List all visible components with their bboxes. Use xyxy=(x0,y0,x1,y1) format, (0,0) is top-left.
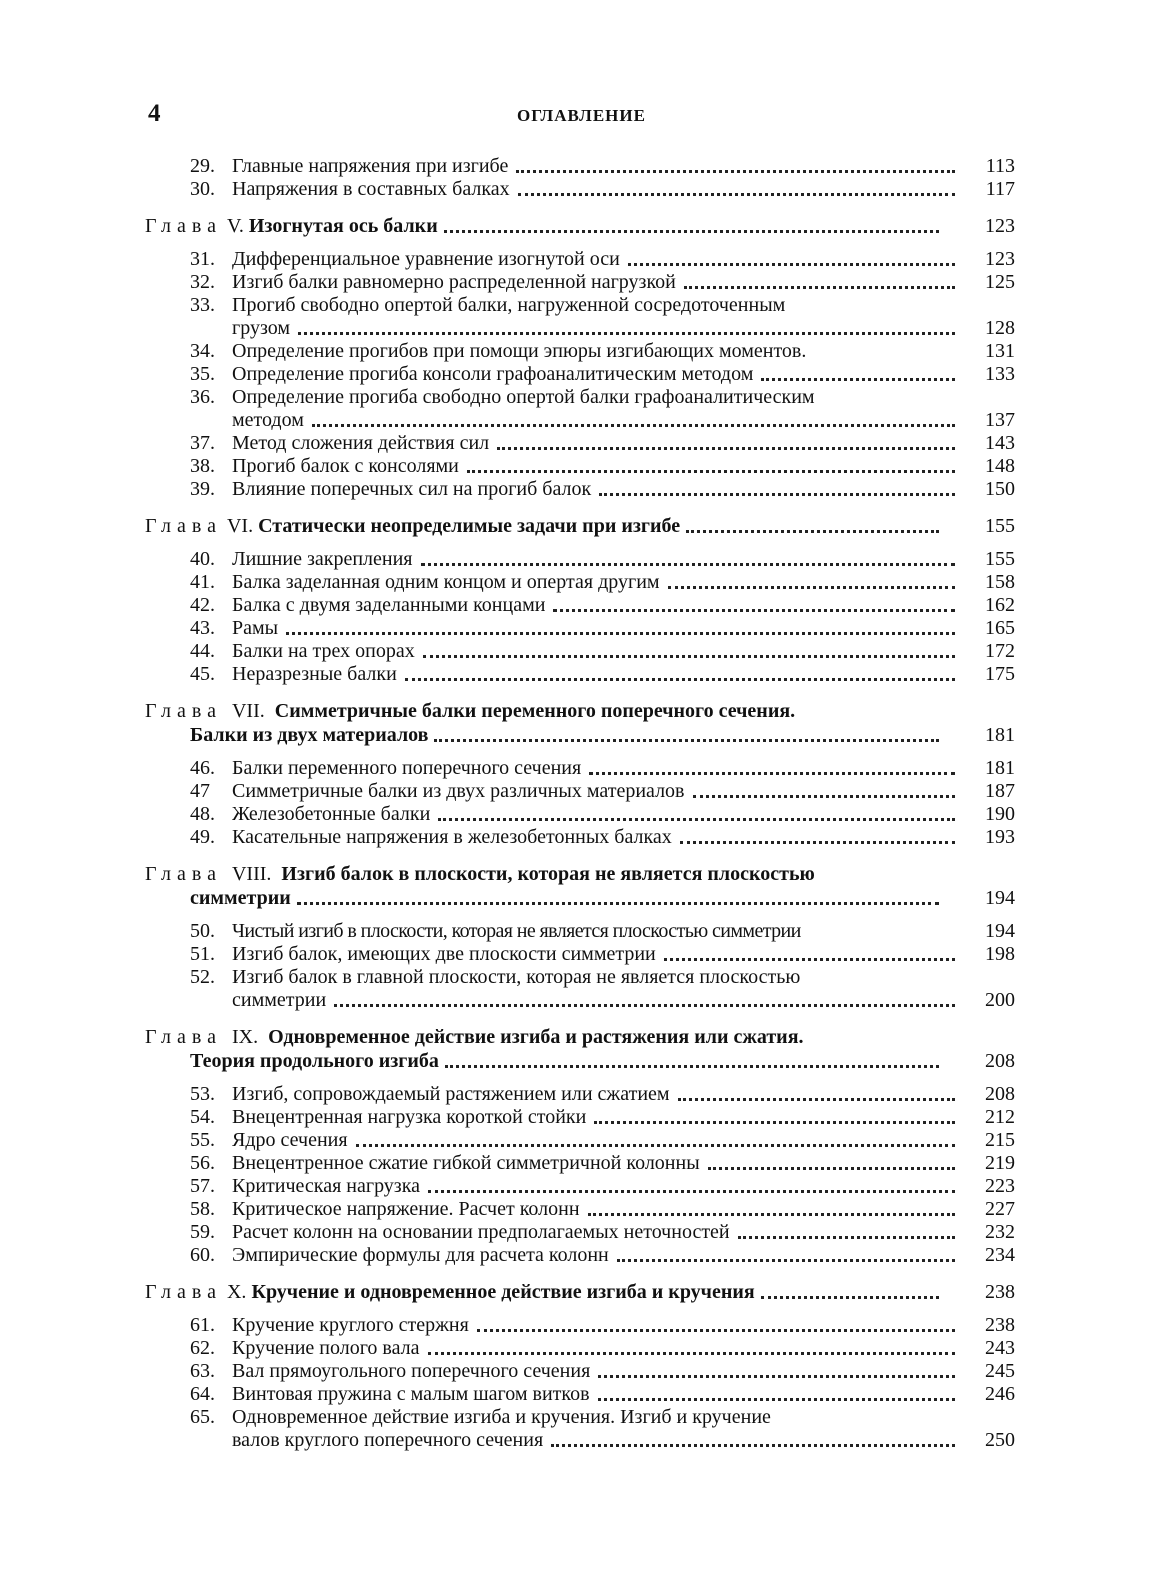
dot-leader xyxy=(664,958,955,961)
toc-entry[interactable] xyxy=(145,548,1015,571)
chapter-title: Одновременное действие изгиба и растяжения или сжатия. xyxy=(268,1026,804,1048)
entry-number: 41. xyxy=(190,571,215,593)
chapter-roman: V. xyxy=(226,215,244,237)
toc-entry[interactable] xyxy=(145,757,1015,780)
dot-leader xyxy=(668,586,955,589)
dot-leader xyxy=(428,1190,955,1193)
dot-leader xyxy=(680,841,955,844)
entry-title: Изгиб балки равномерно распределенной нагрузкой xyxy=(232,271,676,293)
toc-entry[interactable] xyxy=(145,594,1015,617)
toc-entry[interactable] xyxy=(145,1221,1015,1244)
toc-section-top xyxy=(145,155,1015,201)
entry-page: 250 xyxy=(985,1429,1015,1451)
toc-entry[interactable] xyxy=(145,1083,1015,1106)
chapter-heading[interactable] xyxy=(145,862,1015,910)
entry-title: Влияние поперечных сил на прогиб балок xyxy=(232,478,592,500)
chapter-page: 238 xyxy=(985,1281,1015,1303)
entry-title: Изгиб, сопровождаемый растяжением или сжатием xyxy=(232,1083,670,1105)
entry-page: 246 xyxy=(985,1383,1015,1405)
chapter-word: Глава xyxy=(145,515,222,537)
toc-entry[interactable] xyxy=(145,294,1015,340)
dot-leader xyxy=(693,795,956,798)
entry-body xyxy=(232,966,1015,1012)
entry-number: 53. xyxy=(190,1083,215,1105)
dot-leader xyxy=(686,530,939,533)
chapter-heading[interactable] xyxy=(145,699,1015,747)
entry-page: 238 xyxy=(985,1314,1015,1336)
entry-number: 47 xyxy=(190,780,210,802)
entry-title: Определение прогиба свободно опертой балки графоаналитическим xyxy=(232,386,815,408)
entry-page: 137 xyxy=(985,409,1015,431)
entry-title: Метод сложения действия сил xyxy=(232,432,490,454)
toc-entry[interactable] xyxy=(145,1152,1015,1175)
chapter-word: Глава xyxy=(145,863,222,885)
entry-title: Одновременное действие изгиба и кручения. Изгиб и кручение xyxy=(232,1406,771,1428)
entry-number: 32. xyxy=(190,271,215,293)
chapter-heading[interactable] xyxy=(145,1280,1015,1304)
toc-entry[interactable] xyxy=(145,617,1015,640)
dot-leader xyxy=(428,1352,955,1355)
chapter-roman: IX. xyxy=(231,1026,259,1048)
entry-page: 215 xyxy=(985,1129,1015,1151)
entry-page: 219 xyxy=(985,1152,1015,1174)
entry-page: 212 xyxy=(985,1106,1015,1128)
chapter-title: Кручение и одновременное действие изгиба и кручения xyxy=(251,1281,755,1303)
chapter-title-continued: Балки из двух материалов xyxy=(190,724,429,746)
chapter-heading[interactable] xyxy=(145,514,1015,538)
entry-number: 61. xyxy=(190,1314,215,1336)
chapter-title-continued: симметрии xyxy=(190,887,291,909)
entry-title: Рамы xyxy=(232,617,279,639)
entry-page: 150 xyxy=(985,478,1015,500)
entry-page: 227 xyxy=(985,1198,1015,1220)
entry-number: 55. xyxy=(190,1129,215,1151)
toc-entry[interactable] xyxy=(145,780,1015,803)
entry-title: Кручение полого вала xyxy=(232,1337,420,1359)
dot-leader xyxy=(497,447,955,450)
entry-number: 58. xyxy=(190,1198,215,1220)
chapter-title: Изогнутая ось балки xyxy=(248,215,438,237)
toc-chapter-10 xyxy=(145,1280,1015,1452)
entry-number: 56. xyxy=(190,1152,215,1174)
dot-leader xyxy=(467,470,955,473)
entry-title: Ядро сечения xyxy=(232,1129,348,1151)
toc-chapter-9 xyxy=(145,1025,1015,1267)
entry-page: 234 xyxy=(985,1244,1015,1266)
entry-title: Балки на трех опорах xyxy=(232,640,415,662)
entry-page: 123 xyxy=(985,248,1015,270)
chapter-page: 123 xyxy=(985,215,1015,237)
running-title: ОГЛАВЛЕНИЕ xyxy=(517,106,646,125)
entry-continuation-line xyxy=(232,409,1015,432)
dot-leader xyxy=(405,678,955,681)
dot-leader xyxy=(684,286,955,289)
entry-page: 232 xyxy=(985,1221,1015,1243)
entry-number: 43. xyxy=(190,617,215,639)
dot-leader xyxy=(598,1398,955,1401)
chapter-title-continued: Теория продольного изгиба xyxy=(190,1050,439,1072)
entry-title: Симметричные балки из двух различных материалов xyxy=(232,780,685,802)
toc-entry[interactable] xyxy=(145,1106,1015,1129)
page-number: 4 xyxy=(148,100,161,127)
toc-entry[interactable] xyxy=(145,248,1015,271)
chapter-heading[interactable] xyxy=(145,1025,1015,1073)
entry-title: Дифференциальное уравнение изогнутой оси xyxy=(232,248,620,270)
dot-leader xyxy=(588,1213,955,1216)
dot-leader xyxy=(589,772,955,775)
entry-number: 62. xyxy=(190,1337,215,1359)
entry-number: 50. xyxy=(190,920,215,942)
entry-body xyxy=(232,386,1015,432)
entry-page: 128 xyxy=(985,317,1015,339)
chapter-title: Симметричные балки переменного поперечного сечения. xyxy=(274,700,796,722)
entry-page: 245 xyxy=(985,1360,1015,1382)
dot-leader xyxy=(518,193,955,196)
toc-entry[interactable] xyxy=(145,455,1015,478)
dot-leader xyxy=(356,1144,955,1147)
dot-leader xyxy=(738,1236,955,1239)
toc-entry[interactable] xyxy=(145,943,1015,966)
dot-leader xyxy=(298,332,955,335)
entry-body xyxy=(232,294,1015,340)
chapter-page: 181 xyxy=(985,724,1015,746)
chapter-page: 155 xyxy=(985,515,1015,537)
entry-number: 33. xyxy=(190,294,215,316)
entry-title: Изгиб балок в главной плоскости, которая не является плоскостью xyxy=(232,966,801,988)
toc-chapter-6 xyxy=(145,514,1015,686)
dot-leader xyxy=(761,1296,939,1299)
entry-title: Чистый изгиб в плоскости, которая не является плоскостью симметрии xyxy=(232,920,801,942)
dot-leader xyxy=(599,493,955,496)
entry-number: 60. xyxy=(190,1244,215,1266)
entry-number: 65. xyxy=(190,1406,215,1428)
entry-page: 158 xyxy=(985,571,1015,593)
chapter-title: Изгиб балок в плоскости, которая не является плоскостью xyxy=(281,863,815,885)
entry-number: 38. xyxy=(190,455,215,477)
dot-leader xyxy=(286,632,955,635)
entry-page: 165 xyxy=(985,617,1015,639)
toc-entry[interactable] xyxy=(145,663,1015,686)
entry-page: 125 xyxy=(985,271,1015,293)
table-of-contents xyxy=(145,155,1015,1465)
entry-number: 29. xyxy=(190,155,215,177)
entry-page: 190 xyxy=(985,803,1015,825)
entry-title: Расчет колонн на основании предполагаемых неточностей xyxy=(232,1221,730,1243)
dot-leader xyxy=(551,1444,955,1447)
entry-page: 243 xyxy=(985,1337,1015,1359)
entry-title: Прогиб балок с консолями xyxy=(232,455,459,477)
entry-number: 49. xyxy=(190,826,215,848)
toc-entry[interactable] xyxy=(145,640,1015,663)
toc-entry[interactable] xyxy=(145,1360,1015,1383)
entry-page: 117 xyxy=(985,178,1015,200)
entry-number: 45. xyxy=(190,663,215,685)
entry-page: 223 xyxy=(985,1175,1015,1197)
entry-number: 35. xyxy=(190,363,215,385)
entry-title-continued: валов круглого поперечного сечения xyxy=(232,1429,544,1451)
entry-continuation-line xyxy=(232,1429,1015,1452)
entry-number: 34. xyxy=(190,340,215,362)
toc-chapter-8 xyxy=(145,862,1015,1012)
entry-number: 54. xyxy=(190,1106,215,1128)
toc-entry[interactable] xyxy=(145,1337,1015,1360)
dot-leader xyxy=(421,563,956,566)
chapter-roman: VI. xyxy=(226,515,254,537)
dot-leader xyxy=(516,170,955,173)
dot-leader xyxy=(594,1121,955,1124)
entry-page: 193 xyxy=(985,826,1015,848)
dot-leader xyxy=(814,355,955,358)
entry-page: 198 xyxy=(985,943,1015,965)
toc-entry[interactable] xyxy=(145,1314,1015,1337)
entry-page: 194 xyxy=(985,920,1015,942)
toc-entry[interactable] xyxy=(145,803,1015,826)
entry-title: Определение прогиба консоли графоаналитическим методом xyxy=(232,363,754,385)
dot-leader xyxy=(553,609,955,612)
toc-chapter-7 xyxy=(145,699,1015,849)
toc-entry[interactable] xyxy=(145,1175,1015,1198)
dot-leader xyxy=(445,1065,939,1068)
dot-leader xyxy=(297,902,939,905)
entry-page: 148 xyxy=(985,455,1015,477)
dot-leader xyxy=(628,263,955,266)
entry-title: Вал прямоугольного поперечного сечения xyxy=(232,1360,591,1382)
entry-number: 52. xyxy=(190,966,215,988)
entry-title: Кручение круглого стержня xyxy=(232,1314,469,1336)
toc-entry[interactable] xyxy=(145,1244,1015,1267)
entry-title: Прогиб свободно опертой балки, нагруженной сосредоточенным xyxy=(232,294,786,316)
dot-leader xyxy=(678,1098,955,1101)
entry-number: 48. xyxy=(190,803,215,825)
entry-page: 155 xyxy=(985,548,1015,570)
entry-number: 37. xyxy=(190,432,215,454)
entry-number: 39. xyxy=(190,478,215,500)
entry-page: 113 xyxy=(985,155,1015,177)
entry-continuation-line xyxy=(232,989,1015,1012)
entry-title: Критическая нагрузка xyxy=(232,1175,420,1197)
dot-leader xyxy=(312,424,955,427)
chapter-roman: X. xyxy=(226,1281,247,1303)
entry-title: Балки переменного поперечного сечения xyxy=(232,757,582,779)
entry-page: 172 xyxy=(985,640,1015,662)
dot-leader xyxy=(761,378,955,381)
toc-entry[interactable] xyxy=(145,1198,1015,1221)
entry-title: Определение прогибов при помощи эпюры изгибающих моментов. xyxy=(232,340,807,362)
entry-title: Изгиб балок, имеющих две плоскости симметрии xyxy=(232,943,656,965)
toc-chapter-5 xyxy=(145,214,1015,501)
dot-leader xyxy=(598,1375,955,1378)
toc-entry[interactable] xyxy=(145,966,1015,1012)
entry-title: Внецентренная нагрузка короткой стойки xyxy=(232,1106,587,1128)
toc-entry[interactable] xyxy=(145,178,1015,201)
entry-title: Балка заделанная одним концом и опертая другим xyxy=(232,571,660,593)
entry-page: 133 xyxy=(985,363,1015,385)
chapter-roman: VIII. xyxy=(231,863,272,885)
entry-page: 181 xyxy=(985,757,1015,779)
dot-leader xyxy=(423,655,955,658)
entry-number: 36. xyxy=(190,386,215,408)
toc-entry[interactable] xyxy=(145,271,1015,294)
entry-number: 42. xyxy=(190,594,215,616)
entry-page: 162 xyxy=(985,594,1015,616)
entry-number: 59. xyxy=(190,1221,215,1243)
dot-leader xyxy=(438,818,955,821)
entry-continuation-line xyxy=(232,317,1015,340)
chapter-word: Глава xyxy=(145,215,222,237)
entry-title: Балка с двумя заделанными концами xyxy=(232,594,546,616)
toc-entry[interactable] xyxy=(145,386,1015,432)
entry-number: 44. xyxy=(190,640,215,662)
entry-title-continued: грузом xyxy=(232,317,290,339)
entry-title-continued: симметрии xyxy=(232,989,327,1011)
entry-number: 64. xyxy=(190,1383,215,1405)
dot-leader xyxy=(477,1329,955,1332)
toc-entry[interactable] xyxy=(145,478,1015,501)
chapter-heading[interactable] xyxy=(145,214,1015,238)
dot-leader xyxy=(434,739,939,742)
toc-entry[interactable] xyxy=(145,432,1015,455)
chapter-title: Статически неопределимые задачи при изгибе xyxy=(258,515,681,537)
dot-leader xyxy=(617,1259,955,1262)
entry-title: Неразрезные балки xyxy=(232,663,397,685)
entry-number: 40. xyxy=(190,548,215,570)
dot-leader xyxy=(444,230,939,233)
entry-page: 187 xyxy=(985,780,1015,802)
entry-number: 51. xyxy=(190,943,215,965)
toc-entry[interactable] xyxy=(145,363,1015,386)
toc-entry[interactable] xyxy=(145,1383,1015,1406)
entry-number: 30. xyxy=(190,178,215,200)
entry-title: Лишние закрепления xyxy=(232,548,413,570)
entry-title: Критическое напряжение. Расчет колонн xyxy=(232,1198,580,1220)
entry-number: 57. xyxy=(190,1175,215,1197)
entry-title: Напряжения в составных балках xyxy=(232,178,510,200)
toc-entry[interactable] xyxy=(145,920,1015,943)
entry-page: 175 xyxy=(985,663,1015,685)
entry-title: Внецентренное сжатие гибкой симметричной колонны xyxy=(232,1152,700,1174)
entry-page: 143 xyxy=(985,432,1015,454)
entry-title: Касательные напряжения в железобетонных балках xyxy=(232,826,672,848)
entry-title-continued: методом xyxy=(232,409,304,431)
entry-title: Главные напряжения при изгибе xyxy=(232,155,509,177)
entry-title: Железобетонные балки xyxy=(232,803,431,825)
chapter-word: Глава xyxy=(145,1281,222,1303)
chapter-page: 194 xyxy=(985,887,1015,909)
entry-page: 208 xyxy=(985,1083,1015,1105)
chapter-roman: VII. xyxy=(231,700,265,722)
entry-number: 63. xyxy=(190,1360,215,1382)
dot-leader xyxy=(708,1167,955,1170)
entry-number: 46. xyxy=(190,757,215,779)
toc-entry[interactable] xyxy=(145,1129,1015,1152)
toc-entry[interactable] xyxy=(145,155,1015,178)
entry-title: Винтовая пружина с малым шагом витков xyxy=(232,1383,590,1405)
chapter-page: 208 xyxy=(985,1050,1015,1072)
chapter-word: Глава xyxy=(145,1026,222,1048)
entry-title: Эмпирические формулы для расчета колонн xyxy=(232,1244,609,1266)
entry-page: 200 xyxy=(985,989,1015,1011)
dot-leader xyxy=(334,1004,955,1007)
entry-page: 131 xyxy=(985,340,1015,362)
toc-entry[interactable] xyxy=(145,826,1015,849)
toc-entry[interactable] xyxy=(145,1406,1015,1452)
toc-entry[interactable] xyxy=(145,340,1015,363)
toc-entry[interactable] xyxy=(145,571,1015,594)
entry-number: 31. xyxy=(190,248,215,270)
chapter-word: Глава xyxy=(145,700,222,722)
entry-body xyxy=(232,1406,1015,1452)
